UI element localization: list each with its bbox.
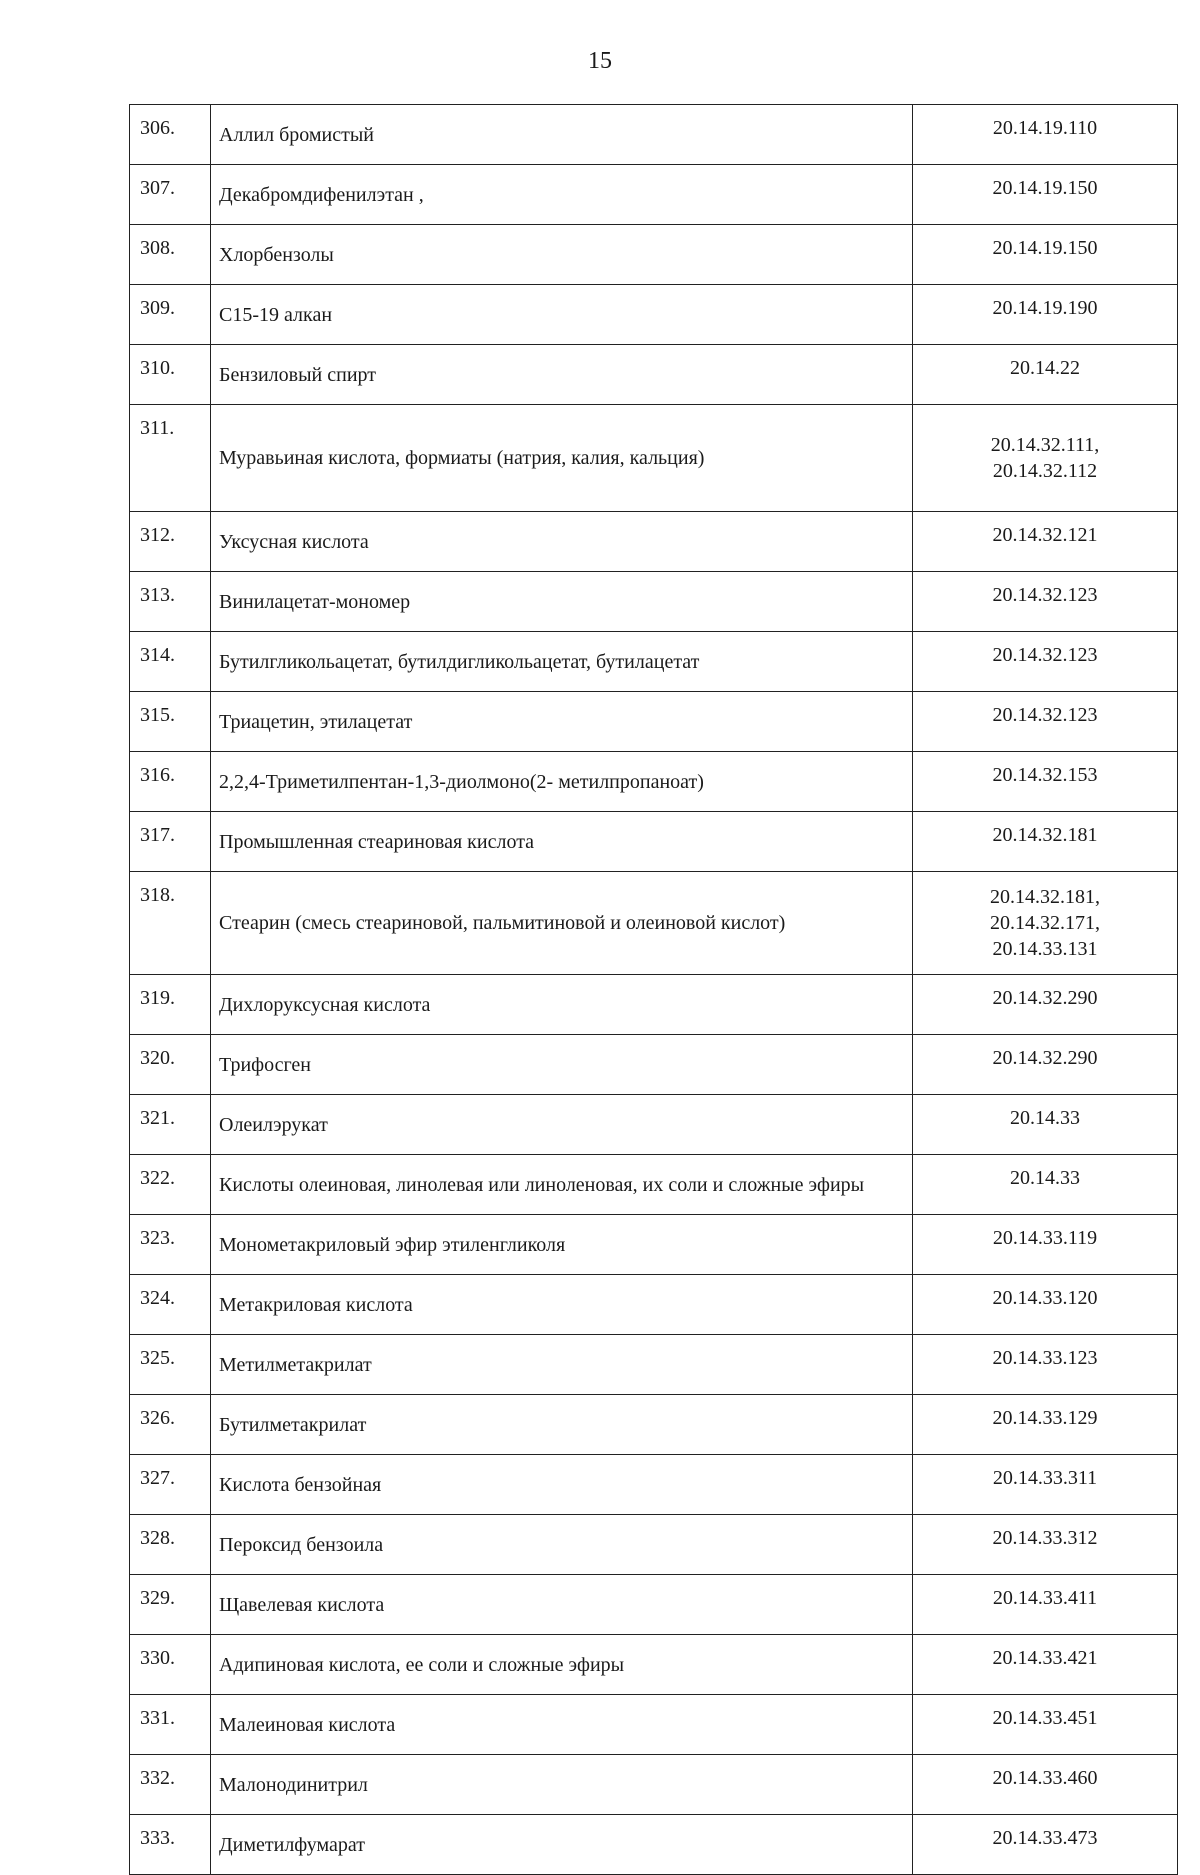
row-number: 330. bbox=[130, 1635, 211, 1695]
okpd-code: 20.14.33.123 bbox=[992, 1347, 1098, 1369]
table-row bbox=[130, 1275, 1178, 1335]
okpd-code: 20.14.32.121 bbox=[992, 524, 1098, 546]
row-number: 323. bbox=[130, 1215, 211, 1275]
okpd-code: 20.14.33.311 bbox=[992, 1467, 1098, 1489]
substance-name: Метакриловая кислота bbox=[211, 1275, 913, 1335]
okpd-code-cell bbox=[913, 1335, 1178, 1395]
substance-name: Промышленная стеариновая кислота bbox=[211, 812, 913, 872]
row-number: 324. bbox=[130, 1275, 211, 1335]
row-number: 320. bbox=[130, 1035, 211, 1095]
okpd-code: 20.14.19.110 bbox=[992, 117, 1098, 139]
substance-name: Винилацетат-мономер bbox=[211, 572, 913, 632]
substance-name: Щавелевая кислота bbox=[211, 1575, 913, 1635]
table-row bbox=[130, 872, 1178, 975]
okpd-code: 20.14.33.119 bbox=[992, 1227, 1098, 1249]
table-row bbox=[130, 975, 1178, 1035]
table-row bbox=[130, 165, 1178, 225]
okpd-code: 20.14.22 bbox=[1010, 357, 1080, 379]
row-number: 310. bbox=[130, 345, 211, 405]
okpd-code-cell bbox=[913, 1635, 1178, 1695]
okpd-code-cell bbox=[913, 405, 1178, 512]
table-row bbox=[130, 405, 1178, 512]
table-row bbox=[130, 1575, 1178, 1635]
table-row bbox=[130, 812, 1178, 872]
okpd-code-cell bbox=[913, 1515, 1178, 1575]
page-number: 15 bbox=[588, 48, 612, 74]
okpd-code-cell bbox=[913, 1215, 1178, 1275]
substance-name: Малеиновая кислота bbox=[211, 1695, 913, 1755]
substance-name: 2,2,4-Триметилпентан-1,3-диолмоно(2- метилпропаноат) bbox=[211, 752, 913, 812]
okpd-code-cell bbox=[913, 512, 1178, 572]
okpd-code-cell bbox=[913, 1155, 1178, 1215]
table-row bbox=[130, 1815, 1178, 1875]
okpd-code-cell bbox=[913, 225, 1178, 285]
table-row bbox=[130, 632, 1178, 692]
okpd-code: 20.14.33.129 bbox=[992, 1407, 1098, 1429]
okpd-code: 20.14.33.451 bbox=[992, 1707, 1098, 1729]
table-row bbox=[130, 572, 1178, 632]
row-number: 332. bbox=[130, 1755, 211, 1815]
okpd-code-cell bbox=[913, 165, 1178, 225]
okpd-code-cell bbox=[913, 812, 1178, 872]
table-row bbox=[130, 1755, 1178, 1815]
okpd-code: 20.14.33 bbox=[1010, 1167, 1080, 1189]
okpd-code-cell bbox=[913, 345, 1178, 405]
okpd-code: 20.14.32.290 bbox=[992, 987, 1098, 1009]
substance-name: Дихлоруксусная кислота bbox=[211, 975, 913, 1035]
row-number: 313. bbox=[130, 572, 211, 632]
okpd-code: 20.14.32.112 bbox=[992, 460, 1098, 482]
row-number: 322. bbox=[130, 1155, 211, 1215]
row-number: 325. bbox=[130, 1335, 211, 1395]
substance-name: Триацетин, этилацетат bbox=[211, 692, 913, 752]
row-number: 326. bbox=[130, 1395, 211, 1455]
okpd-code: 20.14.19.190 bbox=[992, 297, 1098, 319]
row-number: 321. bbox=[130, 1095, 211, 1155]
table-row bbox=[130, 752, 1178, 812]
row-number: 315. bbox=[130, 692, 211, 752]
okpd-code-cell bbox=[913, 872, 1178, 975]
substance-name: Аллил бромистый bbox=[211, 105, 913, 165]
okpd-code-cell bbox=[913, 1815, 1178, 1875]
substance-name: Бензиловый спирт bbox=[211, 345, 913, 405]
substance-name: Бутилметакрилат bbox=[211, 1395, 913, 1455]
table-row bbox=[130, 345, 1178, 405]
okpd-code: 20.14.33.120 bbox=[992, 1287, 1098, 1309]
substance-name: Трифосген bbox=[211, 1035, 913, 1095]
substances-table bbox=[129, 104, 1178, 1875]
row-number: 306. bbox=[130, 105, 211, 165]
substance-name: Муравьиная кислота, формиаты (натрия, калия, кальция) bbox=[211, 405, 913, 512]
okpd-code: 20.14.32.123 bbox=[992, 644, 1098, 666]
okpd-code-cell bbox=[913, 1275, 1178, 1335]
okpd-code: 20.14.33.421 bbox=[992, 1647, 1098, 1669]
row-number: 314. bbox=[130, 632, 211, 692]
okpd-code: 20.14.19.150 bbox=[992, 237, 1098, 259]
table-row bbox=[130, 1695, 1178, 1755]
table-row bbox=[130, 285, 1178, 345]
okpd-code-cell bbox=[913, 692, 1178, 752]
row-number: 331. bbox=[130, 1695, 211, 1755]
okpd-code-cell bbox=[913, 1575, 1178, 1635]
okpd-code-cell bbox=[913, 1695, 1178, 1755]
okpd-code: 20.14.32.153 bbox=[992, 764, 1098, 786]
row-number: 307. bbox=[130, 165, 211, 225]
okpd-code: 20.14.32.123 bbox=[992, 584, 1098, 606]
okpd-code: 20.14.33.460 bbox=[992, 1767, 1098, 1789]
row-number: 312. bbox=[130, 512, 211, 572]
substance-name: Декабромдифенилэтан , bbox=[211, 165, 913, 225]
row-number: 308. bbox=[130, 225, 211, 285]
table-row bbox=[130, 1155, 1178, 1215]
okpd-code: 20.14.33.312 bbox=[992, 1527, 1098, 1549]
table-row bbox=[130, 1095, 1178, 1155]
okpd-code-cell bbox=[913, 572, 1178, 632]
okpd-code-cell bbox=[913, 1455, 1178, 1515]
table-row bbox=[130, 512, 1178, 572]
substance-name: Кислота бензойная bbox=[211, 1455, 913, 1515]
row-number: 317. bbox=[130, 812, 211, 872]
okpd-code: 20.14.32.181 bbox=[992, 824, 1098, 846]
okpd-code-cell bbox=[913, 632, 1178, 692]
table-row bbox=[130, 1455, 1178, 1515]
row-number: 319. bbox=[130, 975, 211, 1035]
okpd-code: 20.14.32.290 bbox=[992, 1047, 1098, 1069]
okpd-code: 20.14.33.473 bbox=[992, 1827, 1098, 1849]
table-row bbox=[130, 1035, 1178, 1095]
okpd-code-cell bbox=[913, 752, 1178, 812]
table-row bbox=[130, 692, 1178, 752]
okpd-code: 20.14.32.111, bbox=[990, 434, 1100, 456]
substance-name: Диметилфумарат bbox=[211, 1815, 913, 1875]
substance-name: Уксусная кислота bbox=[211, 512, 913, 572]
row-number: 328. bbox=[130, 1515, 211, 1575]
okpd-code: 20.14.32.181, bbox=[990, 886, 1100, 908]
okpd-code: 20.14.32.123 bbox=[992, 704, 1098, 726]
row-number: 333. bbox=[130, 1815, 211, 1875]
okpd-code-cell bbox=[913, 1755, 1178, 1815]
okpd-code: 20.14.33 bbox=[1010, 1107, 1080, 1129]
substance-name: Малонодинитрил bbox=[211, 1755, 913, 1815]
okpd-code-cell bbox=[913, 105, 1178, 165]
table-row bbox=[130, 225, 1178, 285]
substance-name: Пероксид бензоила bbox=[211, 1515, 913, 1575]
substance-name: Адипиновая кислота, ее соли и сложные эфиры bbox=[211, 1635, 913, 1695]
substance-name: Кислоты олеиновая, линолевая или линоленовая, их соли и сложные эфиры bbox=[211, 1155, 913, 1215]
substance-name: Олеилэрукат bbox=[211, 1095, 913, 1155]
substance-name: Монометакриловый эфир этиленгликоля bbox=[211, 1215, 913, 1275]
row-number: 316. bbox=[130, 752, 211, 812]
table-row bbox=[130, 1215, 1178, 1275]
okpd-code-cell bbox=[913, 1395, 1178, 1455]
row-number: 327. bbox=[130, 1455, 211, 1515]
okpd-code: 20.14.33.131 bbox=[992, 938, 1098, 960]
okpd-code-cell bbox=[913, 1095, 1178, 1155]
table-row bbox=[130, 1515, 1178, 1575]
okpd-code-cell bbox=[913, 1035, 1178, 1095]
okpd-code-cell bbox=[913, 975, 1178, 1035]
table-row bbox=[130, 1395, 1178, 1455]
row-number: 318. bbox=[130, 872, 211, 975]
row-number: 309. bbox=[130, 285, 211, 345]
table-row bbox=[130, 105, 1178, 165]
row-number: 329. bbox=[130, 1575, 211, 1635]
substance-name: Стеарин (смесь стеариновой, пальмитиновой и олеиновой кислот) bbox=[211, 872, 913, 975]
table-body bbox=[130, 105, 1178, 1875]
okpd-code: 20.14.32.171, bbox=[990, 912, 1100, 934]
row-number: 311. bbox=[130, 405, 211, 512]
table-row bbox=[130, 1335, 1178, 1395]
table-row bbox=[130, 1635, 1178, 1695]
substance-name: Хлорбензолы bbox=[211, 225, 913, 285]
okpd-code-cell bbox=[913, 285, 1178, 345]
substance-name: С15-19 алкан bbox=[211, 285, 913, 345]
substance-name: Метилметакрилат bbox=[211, 1335, 913, 1395]
okpd-code: 20.14.33.411 bbox=[992, 1587, 1098, 1609]
substance-name: Бутилгликольацетат, бутилдигликольацетат, бутилацетат bbox=[211, 632, 913, 692]
okpd-code: 20.14.19.150 bbox=[992, 177, 1098, 199]
